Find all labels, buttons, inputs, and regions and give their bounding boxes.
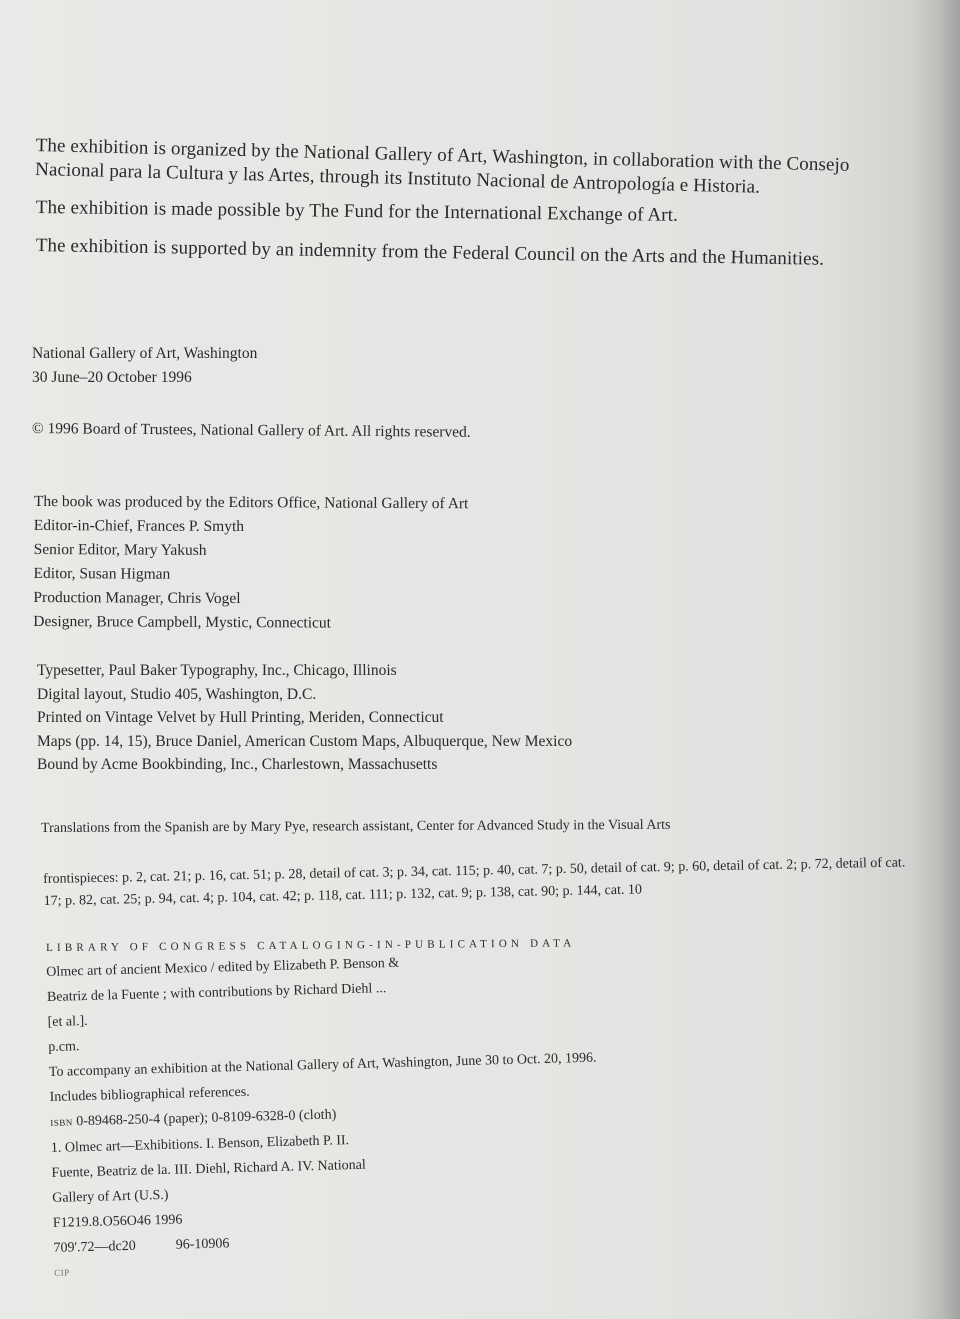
production-line: Production Manager, Chris Vogel xyxy=(33,588,241,608)
isbn-value: 0-89468-250-4 (paper); 0-8109-6328-0 (cloth) xyxy=(76,1107,337,1130)
funding-credit: The exhibition is made possible by The Fund for the International Exchange of Art. xyxy=(35,196,679,226)
venue-dates: 30 June–20 October 1996 xyxy=(32,369,192,386)
cip-line: [et al.]. xyxy=(47,1013,88,1030)
production-line: Designer, Bruce Campbell, Mystic, Connecticut xyxy=(33,612,332,632)
production-line: The book was produced by the Editors Office, National Gallery of Art xyxy=(33,492,469,513)
cip-line: p.cm. xyxy=(48,1039,80,1055)
dewey-number: 709'.72—dc20 xyxy=(53,1238,136,1256)
printing-line: Typesetter, Paul Baker Typography, Inc., Chicago, Illinois xyxy=(37,662,397,679)
venue-block xyxy=(32,342,257,390)
translations-note: Translations from the Spanish are by Mary Pye, research assistant, Center for Advanced Study in the Visual Arts xyxy=(41,817,671,836)
cip-mark: CIP xyxy=(54,1267,70,1278)
cip-line: Olmec art of ancient Mexico / edited by Elizabeth P. Benson & xyxy=(46,955,400,980)
cip-line: To accompany an exhibition at the National Gallery of Art, Washington, June 30 to Oct. 20, 1996. xyxy=(48,1050,597,1080)
printing-line: Bound by Acme Bookbinding, Inc., Charlestown, Massachusetts xyxy=(37,756,438,773)
production-line: Editor, Susan Higman xyxy=(33,564,171,583)
exhibition-credits xyxy=(36,134,866,272)
printing-line: Printed on Vintage Velvet by Hull Printing, Meriden, Connecticut xyxy=(37,709,444,726)
cip-line: Beatriz de la Fuente ; with contributions by Richard Diehl ... xyxy=(46,981,387,1005)
printing-line: Digital layout, Studio 405, Washington, D.C. xyxy=(37,685,317,703)
printing-credits xyxy=(37,659,572,777)
copyright-line: © 1996 Board of Trustees, National Gallery of Art. All rights reserved. xyxy=(31,419,471,441)
cip-line: Includes bibliographical references. xyxy=(49,1084,250,1105)
subject-line: Fuente, Beatriz de la. III. Diehl, Richard A. IV. National xyxy=(51,1157,366,1181)
indemnity-credit: The exhibition is supported by an indemnity from the Federal Council on the Arts and the Humanities. xyxy=(35,234,825,270)
venue-name: National Gallery of Art, Washington xyxy=(32,345,258,362)
printing-line: Maps (pp. 14, 15), Bruce Daniel, American Custom Maps, Albuquerque, New Mexico xyxy=(37,732,573,750)
isbn-label: ISBN xyxy=(50,1117,73,1128)
production-credits xyxy=(33,490,468,636)
organizer-credit: The exhibition is organized by the National Gallery of Art, Washington, in collaboration with the Consejo Nacional para la Cultura y las Artes, through its Instituto Nacional de Antropología e Historia. xyxy=(34,134,850,198)
page-edge-shadow xyxy=(912,0,960,1319)
subject-line: Gallery of Art (U.S.) xyxy=(52,1187,169,1206)
cip-data xyxy=(46,946,602,1286)
production-line: Senior Editor, Mary Yakush xyxy=(33,540,207,559)
lccn-number: 96-10906 xyxy=(175,1236,230,1253)
frontispieces-list: frontispieces: p. 2, cat. 21; p. 16, cat. 51; p. 28, detail of cat. 3; p. 34, cat. 115; p. 40, cat. 7; p. 50, detail of cat. 9; p. 60, detail of cat. 2; p. 72, detail of cat. 17; p. 82, cat. 25; p. 94, cat. 4; p. 104, cat. 42; p. 118, cat. 111; p. 132, cat. 9; p. 138, cat. 90; p. 144, cat. 10 xyxy=(43,855,906,909)
subject-line: 1. Olmec art—Exhibitions. I. Benson, Elizabeth P. II. xyxy=(50,1133,350,1156)
production-line: Editor-in-Chief, Frances P. Smyth xyxy=(33,516,245,536)
call-number: F1219.8.O56O46 1996 xyxy=(52,1212,183,1231)
cip-heading: LIBRARY OF CONGRESS CATALOGING-IN-PUBLICATION DATA xyxy=(46,937,576,954)
